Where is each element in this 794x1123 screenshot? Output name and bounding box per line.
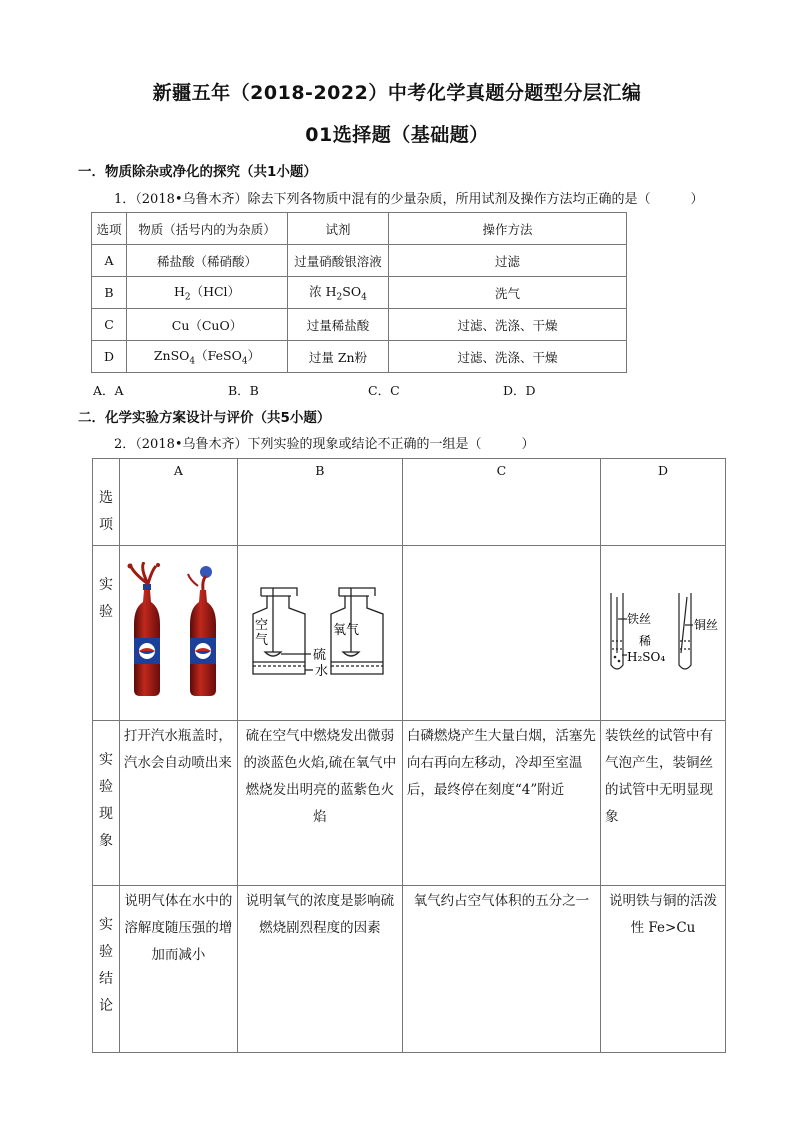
row-label-char: 论 bbox=[98, 998, 113, 1014]
formula-subscript: 4 bbox=[241, 356, 248, 367]
formula-subscript: 2 bbox=[184, 292, 191, 303]
row-label-char: 验 bbox=[98, 779, 113, 795]
question-2-close: ） bbox=[521, 437, 535, 452]
choice-a[interactable]: A．A bbox=[93, 383, 124, 398]
row-label-char: 验 bbox=[98, 944, 113, 960]
row-label-char: 实 bbox=[98, 577, 113, 593]
cell-substance bbox=[127, 341, 288, 373]
row-label-phenomenon bbox=[93, 721, 120, 886]
sulfur-label: 硫 bbox=[312, 648, 326, 663]
row-label-char: 选 bbox=[98, 490, 113, 506]
cell-reagent: 过量硝酸银溶液 bbox=[288, 245, 389, 277]
question-1-close: ） bbox=[690, 192, 704, 207]
question-2 bbox=[114, 433, 535, 452]
section-1-heading: 一．物质除杂或净化的探究（共1小题） bbox=[78, 164, 317, 180]
question-1 bbox=[114, 188, 704, 207]
cell-method: 过滤、洗涤、干燥 bbox=[389, 309, 627, 341]
conclusion-b: 说明氧气的浓度是影响硫燃烧剧烈程度的因素 bbox=[237, 886, 402, 1053]
formula-part: ZnSO bbox=[153, 348, 190, 364]
row-label-char: 实 bbox=[98, 752, 113, 768]
table-header-row bbox=[92, 213, 627, 245]
phenomenon-d: 装铁丝的试管中有气泡产生，装铜丝的试管中无明显现象 bbox=[601, 721, 726, 886]
cell-method: 过滤、洗涤、干燥 bbox=[389, 341, 627, 373]
row-label-option bbox=[93, 459, 120, 546]
experiment-a-cell bbox=[119, 546, 237, 721]
choice-c[interactable]: C．C bbox=[368, 383, 400, 398]
column-head-a: A bbox=[119, 459, 237, 546]
cell-option: C bbox=[92, 309, 127, 341]
row-label-char: 结 bbox=[98, 971, 113, 987]
option-row bbox=[93, 459, 726, 546]
cell-reagent: 过量 Zn粉 bbox=[288, 341, 389, 373]
row-label-experiment bbox=[93, 546, 120, 721]
experiment-row bbox=[93, 546, 726, 721]
air-label: 气 bbox=[254, 633, 268, 648]
cell-option: B bbox=[92, 277, 127, 309]
column-head-b: B bbox=[237, 459, 402, 546]
question-2-table bbox=[92, 458, 726, 1053]
question-1-text: 1．（2018•乌鲁木齐）除去下列各物质中混有的少量杂质，所用试剂及操作方法均正确的是（ bbox=[114, 192, 651, 207]
conclusion-row bbox=[93, 886, 726, 1053]
cell-substance bbox=[127, 277, 288, 309]
cell-substance: 稀盐酸（稀硝酸） bbox=[127, 245, 288, 277]
sulfuric-acid-label: H₂SO₄ bbox=[627, 650, 666, 664]
cell-substance: Cu（CuO） bbox=[127, 309, 288, 341]
row-label-char: 验 bbox=[98, 604, 113, 620]
formula-subscript: 4 bbox=[361, 292, 367, 303]
header-substance: 物质（括号内的为杂质） bbox=[127, 213, 288, 245]
formula-subscript: 4 bbox=[189, 356, 196, 367]
phenomenon-c: 白磷燃烧产生大量白烟，活塞先向右再向左移动，冷却至室温后，最终停在刻度“4”附近 bbox=[402, 721, 600, 886]
phenomenon-b: 硫在空气中燃烧发出微弱的淡蓝色火焰,硫在氧气中燃烧发出明亮的蓝紫色火焰 bbox=[237, 721, 402, 886]
conclusion-a: 说明气体在水中的溶解度随压强的增加而减小 bbox=[119, 886, 237, 1053]
soda-bottle-icon bbox=[188, 566, 216, 696]
soda-bottle-icon bbox=[128, 562, 161, 696]
dilute-label: 稀 bbox=[639, 634, 652, 648]
formula-part: ） bbox=[247, 348, 261, 364]
test-tubes-diagram bbox=[601, 583, 725, 683]
experiment-d-cell bbox=[601, 546, 726, 721]
cell-method: 过滤 bbox=[389, 245, 627, 277]
phenomenon-a: 打开汽水瓶盖时，汽水会自动喷出来 bbox=[119, 721, 237, 886]
cell-method: 洗气 bbox=[389, 277, 627, 309]
formula-part: SO bbox=[342, 284, 362, 300]
header-option: 选项 bbox=[92, 213, 127, 245]
conclusion-d: 说明铁与铜的活泼性 Fe>Cu bbox=[601, 886, 726, 1053]
formula-part: H bbox=[173, 284, 185, 300]
formula-part: （FeSO bbox=[195, 348, 242, 364]
oxygen-label: 氧气 bbox=[332, 623, 359, 638]
table-row bbox=[92, 245, 627, 277]
cell-reagent bbox=[288, 277, 389, 309]
formula-subscript: 2 bbox=[336, 292, 343, 303]
row-label-char: 象 bbox=[98, 833, 113, 849]
cell-option: D bbox=[92, 341, 127, 373]
formula-part: 浓 H bbox=[309, 284, 337, 300]
table-row bbox=[92, 277, 627, 309]
iron-wire-label: 铁丝 bbox=[627, 612, 652, 626]
copper-wire-label: 铜丝 bbox=[694, 618, 719, 632]
water-label: 水 bbox=[314, 664, 328, 679]
row-label-char: 实 bbox=[98, 917, 113, 933]
cell-option: A bbox=[92, 245, 127, 277]
row-label-conclusion bbox=[93, 886, 120, 1053]
formula-part: （HCl） bbox=[190, 284, 241, 300]
table-row bbox=[92, 341, 627, 373]
row-label-char: 现 bbox=[98, 806, 113, 822]
document-title: 新疆五年（2018-2022）中考化学真题分题型分层汇编 bbox=[152, 82, 642, 104]
choice-d[interactable]: D．D bbox=[503, 383, 536, 398]
column-head-c: C bbox=[402, 459, 600, 546]
soda-bottles-image bbox=[122, 562, 234, 702]
choice-b[interactable]: B．B bbox=[228, 383, 259, 398]
experiment-c-cell bbox=[402, 546, 600, 721]
experiment-b-cell bbox=[237, 546, 402, 721]
row-label-char: 项 bbox=[98, 517, 113, 533]
sulfur-combustion-diagram bbox=[239, 578, 401, 688]
header-reagent: 试剂 bbox=[288, 213, 389, 245]
question-2-text: 2．（2018•乌鲁木齐）下列实验的现象或结论不正确的一组是（ bbox=[114, 437, 482, 452]
phenomenon-row bbox=[93, 721, 726, 886]
section-2-heading: 二．化学实验方案设计与评价（共5小题） bbox=[78, 410, 331, 426]
question-1-table bbox=[91, 212, 627, 373]
conclusion-c: 氧气约占空气体积的五分之一 bbox=[402, 886, 600, 1053]
header-method: 操作方法 bbox=[389, 213, 627, 245]
table-row bbox=[92, 309, 627, 341]
cell-reagent: 过量稀盐酸 bbox=[288, 309, 389, 341]
document-subtitle: 01选择题（基础题） bbox=[305, 124, 489, 146]
air-label: 空 bbox=[254, 618, 268, 633]
column-head-d: D bbox=[601, 459, 726, 546]
